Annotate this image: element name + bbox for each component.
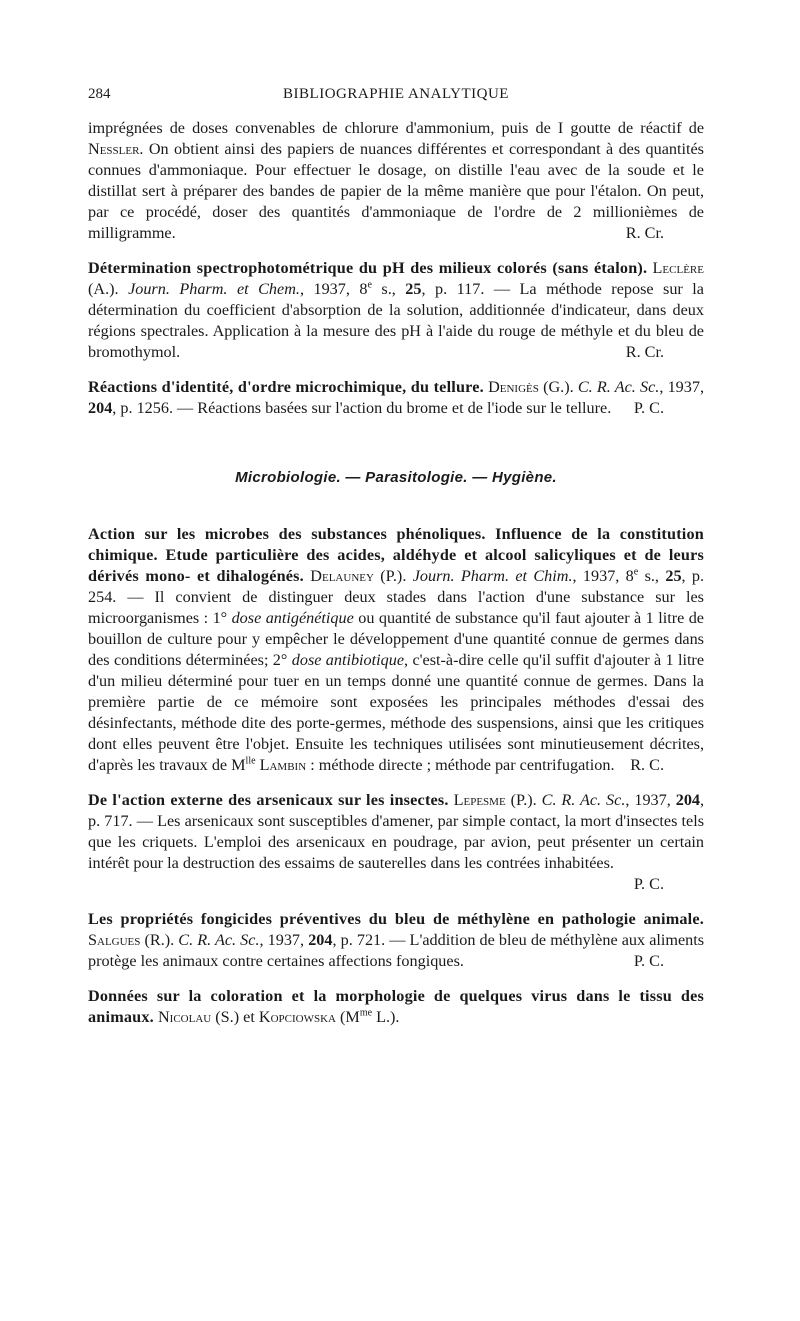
entry-body: , p. 1256. — Réactions basées sur l'action du brome et de l'iode sur le tellure. [112, 399, 612, 417]
author-name: Nicolau [157, 1008, 212, 1026]
entry-title: Les propriétés fongicides préventives du bleu de méthylène en pathologie animale. [88, 910, 704, 928]
author-name: Lepesme [453, 791, 506, 809]
author-name: Denigès [488, 378, 539, 396]
author-name: Leclère [652, 259, 704, 277]
signature: R. C. [630, 756, 664, 774]
author-name: Delauney [310, 567, 374, 585]
entry-body: , p. 721. — L'addition de bleu de méthylène aux aliments protège les animaux contre certaines affections fongiques. [88, 931, 705, 970]
entry-title: Action sur les microbes des substances phénoliques. Influence de la constitution chimique. Etude particulière des acides, aldéhyde et alcool salicyliques et de leurs dérivés mono- et dihalogénés. [88, 525, 704, 585]
entry-title: Données sur la coloration et la morphologie de quelques virus dans le tissu des animaux. [88, 987, 704, 1026]
volume-number: 25 [405, 280, 422, 298]
running-title: BIBLIOGRAPHIE ANALYTIQUE [283, 86, 509, 102]
entry-body: , p. 717. — Les arsenicaux sont susceptibles d'amener, par simple contact, la mort d'insectes tels que les criquets. L'emploi des arsenicaux en poudrage, par avion, peut présenter un certain intérêt pour la destruction des essaims de sauterelles dans les contrées inhabitées. [88, 791, 705, 872]
journal-name: Journ. Pharm. et Chem. [128, 280, 300, 298]
author-name: Salgues [88, 931, 141, 949]
bibliography-entry: Détermination spectrophotométrique du pH des milieux colorés (sans étalon). Leclère (A.). Journ. Pharm. et Chem., 1937, 8e s., 25, p. 117. — La méthode repose sur la détermination du coefficient d'absorption de la solution, additionnée d'indicateur, dans deux régions spectrales. Application à la mesure des pH à l'aide du rouge de méthyle et du bleu de bromothymol. R. Cr. [88, 259, 704, 361]
document-page [88, 84, 704, 1028]
entry-title: De l'action externe des arsenicaux sur les insectes. [88, 791, 449, 809]
page-header [88, 84, 704, 106]
volume-number: 204 [675, 791, 700, 809]
author-name: Lambin [259, 756, 307, 774]
italic-term: dose antibiotique [291, 651, 405, 669]
signature: R. Cr. [625, 224, 664, 242]
bibliography-entry: Les propriétés fongicides préventives du bleu de méthylène en pathologie animale. Salgues (R.). C. R. Ac. Sc., 1937, 204, p. 721. — L'addition de bleu de méthylène aux aliments protège les animaux contre certaines affections fongiques. P. C. [88, 910, 705, 970]
signature: P. C. [633, 875, 664, 893]
entry-title: Détermination spectrophotométrique du pH des milieux colorés (sans étalon). [88, 259, 648, 277]
page-number: 284 [88, 86, 111, 102]
bibliography-entry: De l'action externe des arsenicaux sur les insectes. Lepesme (P.). C. R. Ac. Sc., 1937, 204, p. 717. — Les arsenicaux sont susceptibles d'amener, par simple contact, la mort d'insectes tels que les criquets. L'emploi des arsenicaux en poudrage, par avion, peut présenter un certain intérêt pour la destruction des essaims de sauterelles dans les contrées inhabitées. [88, 791, 705, 872]
author-name: Kopciowska [258, 1008, 336, 1026]
bibliography-entry: Action sur les microbes des substances phénoliques. Influence de la constitution chimique. Etude particulière des acides, aldéhyde et alcool salicyliques et de leurs dérivés mono- et dihalogénés. Delauney (P.). Journ. Pharm. et Chim., 1937, 8e s., 25, p. 254. — Il convient de distinguer deux stades dans l'action d'une substance sur les microorganismes : 1° dose antigénétique ou quantité de substance qu'il faut ajouter à 1 litre de bouillon de culture pour y empêcher le développement d'une quantité connue de germes dans des conditions déterminées; 2° dose antibiotique, c'est-à-dire celle qu'il suffit d'ajouter à 1 litre d'un milieu déterminé pour tuer en un temps donné une quantité connue de germes. Dans la première partie de ce mémoire sont exposées les principales méthodes d'essai des désinfectants, méthode dite des porte-germes, méthode des suspensions, ainsi que les critiques dont elles peuvent être l'objet. Ensuite les techniques utilisées sont minutieusement décrites, d'après les travaux de $M^{lle}$ Lambin : méthode directe ; méthode par centrifugation. R. C. [88, 525, 705, 774]
signature: P. C. [633, 399, 664, 417]
journal-name: C. R. Ac. Sc. [541, 791, 626, 809]
section-heading: Microbiologie. — Parasitologie. — Hygiène. [235, 469, 557, 486]
volume-number: 204 [308, 931, 333, 949]
signature: P. C. [633, 952, 664, 970]
signature: R. Cr. [625, 343, 664, 361]
author-name: Nessler [88, 140, 140, 158]
journal-name: C. R. Ac. Sc. [178, 931, 260, 949]
volume-number: 204 [88, 399, 113, 417]
intro-paragraph: imprégnées de doses convenables de chlorure d'ammonium, puis de I goutte de réactif de Nessler. On obtient ainsi des papiers de nuances différentes et correspondant à des quantités connues d'ammoniaque. Pour effectuer le dosage, on distille l'eau avec de la soude et le distillat sert à préparer des bandes de papier de la même manière que pour l'étalon. On peut, par ce procédé, doser des quantités d'ammoniaque de l'ordre de 2 millionièmes de milligramme. R. Cr. [88, 119, 704, 242]
entry-title: Réactions d'identité, d'ordre microchimique, du tellure. [88, 378, 484, 396]
journal-name: Journ. Pharm. et Chim. [412, 567, 573, 585]
entry-body: , p. 117. — La méthode repose sur la détermination du coefficient d'absorption de la solution, additionnée d'indicateur, dans deux régions spectrales. Application à la mesure des pH à l'aide du rouge de méthyle et du bleu de bromothymol. [88, 280, 704, 361]
journal-name: C. R. Ac. Sc. [577, 378, 660, 396]
volume-number: 25 [665, 567, 682, 585]
bibliography-entry: Données sur la coloration et la morphologie de quelques virus dans le tissu des animaux. Nicolau (S.) et Kopciowska ($M^{me}$ L.). [88, 987, 704, 1026]
bibliography-entry: Réactions d'identité, d'ordre microchimique, du tellure. Denigès (G.). C. R. Ac. Sc., 1937, 204, p. 1256. — Réactions basées sur l'action du brome et de l'iode sur le tellure. P. C. [88, 378, 704, 417]
italic-term: dose antigénétique [231, 609, 354, 627]
